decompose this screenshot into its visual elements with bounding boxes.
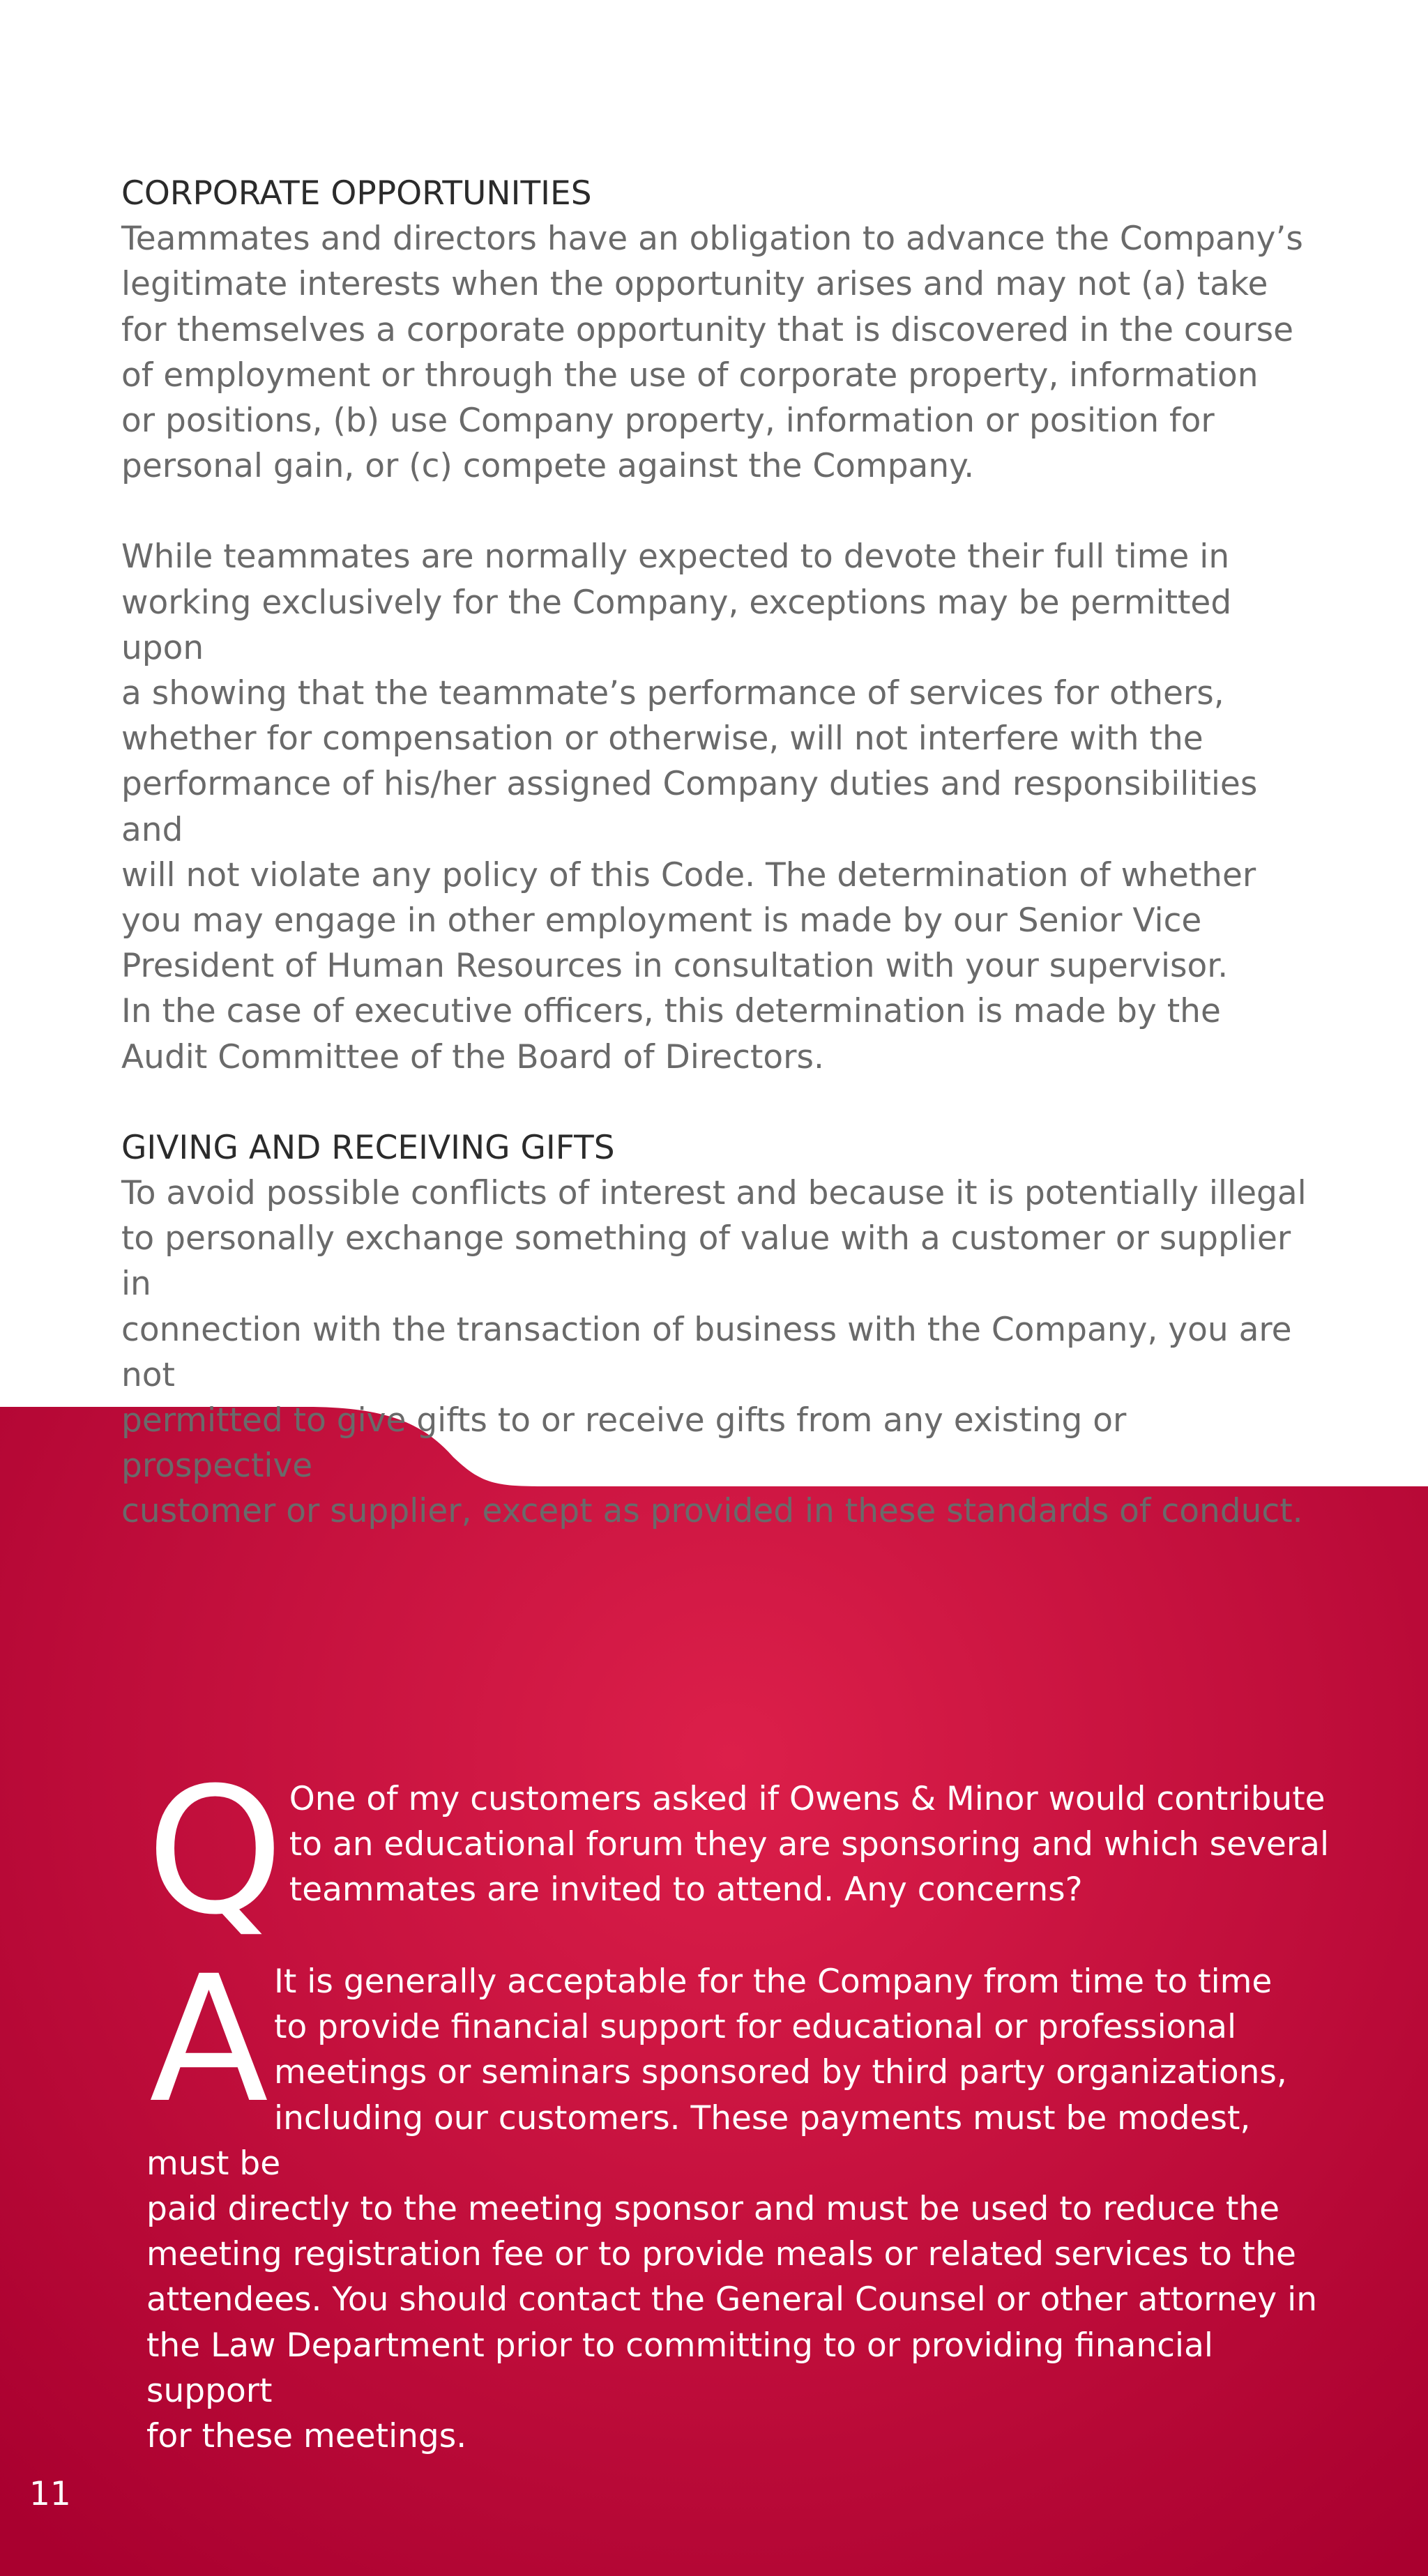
answer-block bbox=[146, 1938, 1332, 2459]
page-number: 11 bbox=[29, 2475, 71, 2513]
answer-text: It is generally acceptable for the Company from time to time to provide financial support for educational or professional meetings or seminars sponsored by third party organizations, including our customers. These payments must be modest, must be paid directly to the meeting sponsor and must be used to reduce the meeting registration fee or to provide meals or related services to the attendees. You should contact the General Counsel or other attorney in the Law Department prior to committing to or providing financial support for these meetings. bbox=[146, 1963, 1317, 2456]
question-block bbox=[146, 1750, 1332, 1953]
question-drop-letter: Q bbox=[146, 1750, 284, 1953]
paragraph-gifts: To avoid possible conflicts of interest and because it is potentially illegal to personally exchange something of value with a customer or supplier in connection with the transaction of business with the Company, you are not permitted to give gifts to or receive gifts from any existing or prospective customer or supplier, except as provided in these standards of conduct. bbox=[121, 1174, 1307, 1531]
section-heading-corporate-opportunities: CORPORATE OPPORTUNITIES bbox=[121, 174, 592, 213]
section-heading-gifts: GIVING AND RECEIVING GIFTS bbox=[121, 1128, 615, 1167]
answer-drop-letter: A bbox=[149, 1938, 269, 2141]
text-column bbox=[121, 171, 1321, 1534]
question-text: One of my customers asked if Owens & Minor would contribute to an educational forum they are sponsoring and which several teammates are invited to attend. Any concerns? bbox=[289, 1780, 1329, 1910]
paragraph-corporate-obligation: Teammates and directors have an obligation to advance the Company’s legitimate interests when the opportunity arises and may not (a) take for themselves a corporate opportunity that is discovered in the course of employment or through the use of corporate property, information or positions, (b) use Company property, information or position for personal gain, or (c) compete against the Company. bbox=[121, 220, 1303, 486]
paragraph-outside-employment: While teammates are normally expected to devote their full time in working exclusively for the Company, exceptions may be permitted upon a showing that the teammate’s performance of services for others, whether for compensation or otherwise, will not interfere with the performance of his/her assigned Company duties and responsibilities and will not violate any policy of this Code. The determination of whether you may engage in other employment is made by our Senior Vice President of Human Resources in consultation with your supervisor. In the case of executive officers, this determination is made by the Audit Committee of the Board of Directors. bbox=[121, 538, 1258, 1076]
